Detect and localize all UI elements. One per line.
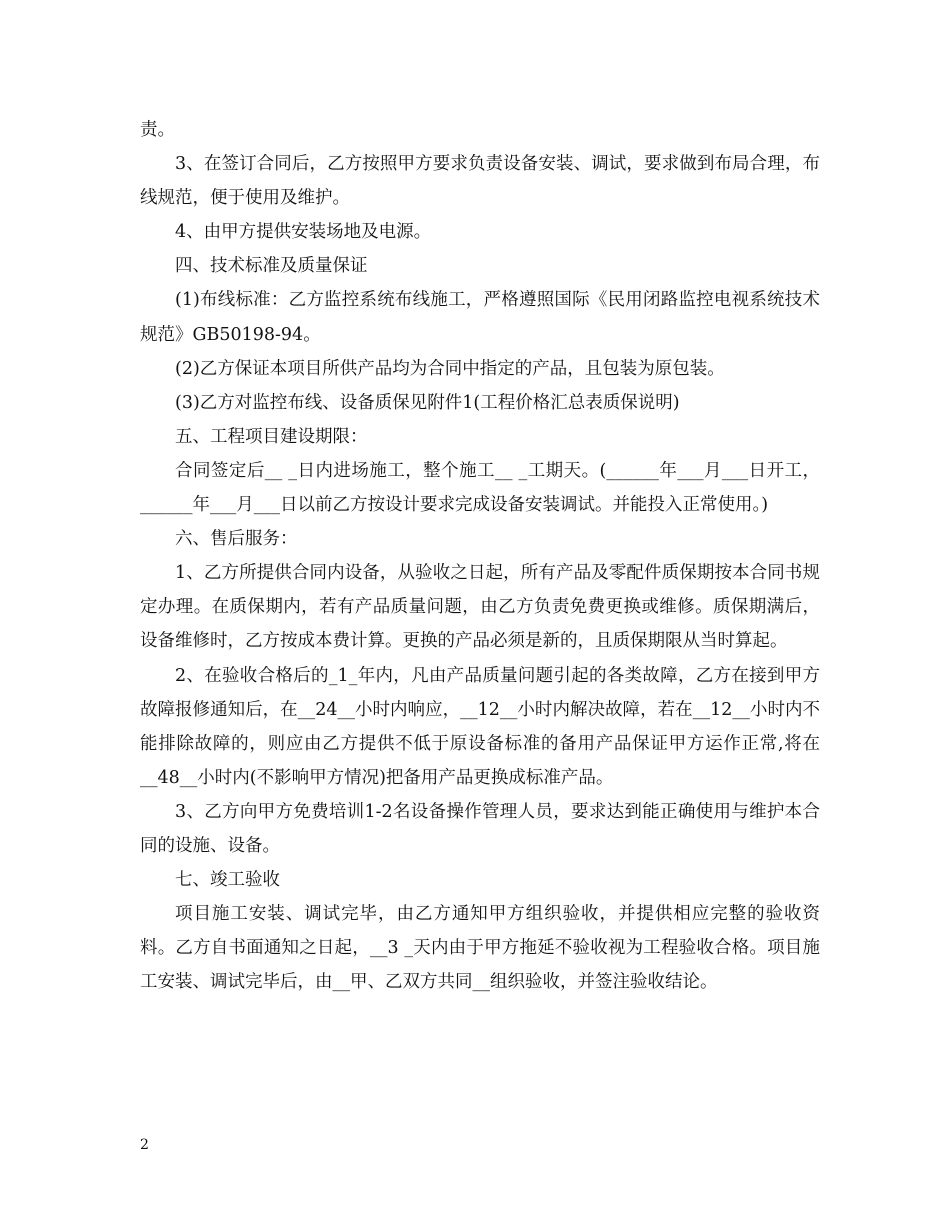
section-heading-after-sales: 六、售后服务： <box>175 529 298 550</box>
paragraph-wiring-standard: (1)布线标准：乙方监控系统布线施工，严格遵照国际《民用闭路监控电视系统技术规范》GB50198-94。 <box>140 290 820 345</box>
paragraph-warranty-attachment: (3)乙方对监控布线、设备质保见附件1(工程价格汇总表质保说明) <box>175 392 680 413</box>
paragraph-after-sales-2: 2、在验收合格后的_1_年内，凡由产品质量问题引起的各类故障，乙方在接到甲方故障报修通知后，在__24__小时内响应，__12__小时内解决故障，若在__12__小时内不能排除故障的，则应由乙方提供不低于原设备标准的备用产品保证甲方运作正常,将在__48__小时内(不影响甲方情况)把备用产品更换成标准产品。 <box>140 665 820 788</box>
paragraph-clause-3: 3、在签订合同后，乙方按照甲方要求负责设备安装、调试，要求做到布局合理，布线规范，便于使用及维护。 <box>140 154 820 209</box>
paragraph-acceptance: 项目施工安装、调试完毕，由乙方通知甲方组织验收，并提供相应完整的验收资料。乙方自书面通知之日起，__3 _天内由于甲方拖延不验收视为工程验收合格。项目施工安装、调试完毕后，由__甲、乙双方共同__组织验收，并签注验收结论。 <box>140 904 820 993</box>
paragraph-continuation: 责。 <box>140 120 175 140</box>
section-heading-technical-standards: 四、技术标准及质量保证 <box>175 256 368 277</box>
section-heading-construction-period: 五、工程项目建设期限： <box>175 426 368 447</box>
paragraph-after-sales-3: 3、乙方向甲方免费培训1-2名设备操作管理人员，要求达到能正确使用与维护本合同的设施、设备。 <box>140 801 820 856</box>
body-text <box>140 113 820 999</box>
paragraph-after-sales-1: 1、乙方所提供合同内设备，从验收之日起，所有产品及零配件质保期按本合同书规定办理。在质保期内，若有产品质量问题，由乙方负责免费更换或维修。质保期满后，设备维修时，乙方按成本费计算。更换的产品必须是新的，且质保期限从当时算起。 <box>140 563 820 652</box>
page-number: 2 <box>140 1137 149 1153</box>
paragraph-product-guarantee: (2)乙方保证本项目所供产品均为合同中指定的产品，且包装为原包装。 <box>175 358 725 379</box>
paragraph-construction-schedule: 合同签定后__ _日内进场施工，整个施工__ _工期天。(______年___月___日开工，______年___月___日以前乙方按设计要求完成设备安装调试。并能投入正常使用。) <box>140 460 820 516</box>
paragraph-clause-4: 4、由甲方提供安装场地及电源。 <box>175 222 432 243</box>
section-heading-acceptance: 七、竣工验收 <box>175 870 280 891</box>
